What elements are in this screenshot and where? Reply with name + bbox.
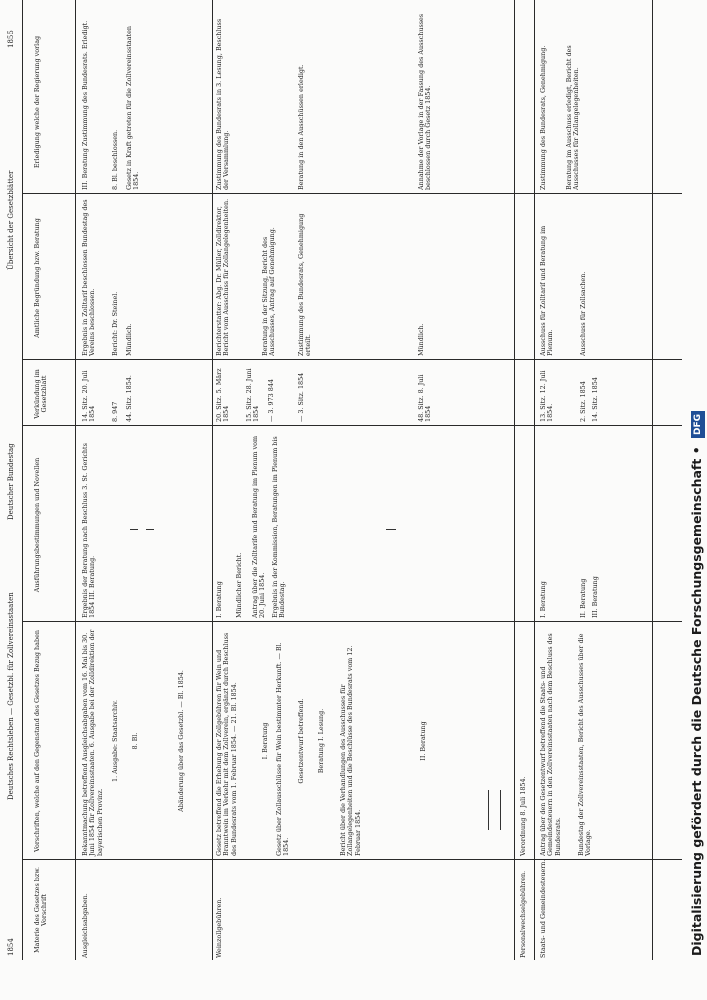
- dash-mark: [488, 790, 489, 830]
- section-1-text-g: 8. 947: [111, 401, 119, 422]
- section-2-text-t: Mündlich.: [417, 323, 425, 356]
- header-right-title: Übersicht der Gesetzblätter: [7, 170, 15, 270]
- dfg-logo: DFG: [691, 411, 705, 438]
- section-1-text-j: Bericht: Dr. Steinel.: [111, 291, 119, 356]
- section-2-text-v: Beratung in den Ausschüssen erledigt.: [297, 64, 305, 190]
- ditto-mark: [386, 529, 396, 530]
- header-rule: [22, 0, 23, 960]
- section-2-text-i: Mündlicher Bericht.: [235, 552, 243, 618]
- section-2-text-k: Ergebnis in der Kommission, Beratungen im Plenum bis Bundestag.: [271, 436, 287, 618]
- column-rule-4: [22, 359, 682, 360]
- section-2-text-p: 48. Sitz. 8. Juli 1854: [417, 374, 433, 422]
- heading-rule: [75, 0, 76, 960]
- section-2-text-r: Beratung in der Sitzung, Bericht des Ausschusses, Antrag auf Genehmigung.: [261, 227, 277, 356]
- section-1-text-k: Mündlich.: [125, 323, 133, 356]
- section-1-text-b: 1. Ausgabe: Staatsarchiv.: [111, 700, 119, 782]
- section-2-text-h: I. Beratung: [215, 581, 223, 618]
- section-1-text-a: Bekanntmachung betreffend Ausgleichsabgaben vom 16. Mai bis 30. Juni 1854 für Zollvereinsstaaten. 6. Ausgabe bei der Zolldirektion der bayerischen Provinz.: [81, 629, 104, 856]
- section-rule: [534, 0, 535, 960]
- section-title: Personalwechselgebühren.: [519, 870, 527, 958]
- section-1-text-e: Ergebnis der Beratung nach Beschluss 3. St. Gerichts 1854 III. Beratung.: [81, 443, 97, 618]
- section-rule: [514, 0, 515, 960]
- section-2-text-g: II. Beratung: [419, 721, 427, 761]
- section-4-text-g: 2. Sitz. 1854: [579, 381, 587, 422]
- section-2-text-c: Gesetz über Zollausschlüsse für Wein bestimmter Herkunft. — Bl. 1854.: [275, 642, 291, 856]
- header-mid-title: Deutscher Bundestag: [7, 443, 15, 520]
- section-title: Staats- und Gemeindesteuern.: [539, 859, 547, 958]
- section-3-text-a: Verordnung 8. Juli 1854.: [519, 776, 527, 856]
- section-4-text-e: III. Beratung: [591, 576, 599, 618]
- section-1-text-i: Ergebnis in Zolltarif beschlossen Bundestag des Vereins beschlossen.: [81, 199, 97, 356]
- section-4-text-h: 14. Sitz. 1854: [591, 377, 599, 422]
- section-2-text-f: Bericht über die Verhandlungen des Ausschusses für Zollangelegenheiten und die Beschlüsse des Bundesrats vom 12. Februar 1854.: [339, 645, 362, 856]
- section-4-text-b: Bundestag der Zollvereinsstaaten, Bericht des Ausschusses über die Vorlage.: [577, 633, 593, 856]
- section-1-text-h: 44. Sitz. 1854.: [125, 375, 133, 422]
- section-2-text-d: Gesetzentwurf betreffend.: [297, 698, 305, 784]
- section-2-text-a: Gesetz betreffend die Erhebung der Zollgebühren für Wein und Branntwein im Verkehr mit dem Zollverein, ergänzt durch Beschluss des Bundesrats vom 1. Februar 1854. — 21. Bl. 1854.: [215, 632, 238, 856]
- ditto-mark: [130, 529, 138, 530]
- section-4-text-j: Ausschuss für Zollsachen.: [579, 271, 587, 356]
- page-number-right: 1855: [7, 30, 15, 48]
- column-rule-1: [22, 859, 682, 860]
- section-1-text-c: 8. Bl.: [131, 732, 139, 750]
- section-1-text-l: III. Beratung Zustimmung des Bundesrats. Erledigt.: [81, 20, 89, 190]
- section-1-text-n: Gesetz in Kraft getreten für die Zollvereinsstaaten 1854.: [125, 26, 141, 190]
- section-4-text-k: Zustimmung des Bundesrats, Genehmigung.: [539, 45, 547, 190]
- column-heading-5: Amtliche Begründung bzw. Beratung: [33, 218, 41, 338]
- section-2-text-n: — 3. 973 844: [267, 379, 275, 422]
- section-4-text-i: Ausschuss für Zolltarif und Beratung im Plenum.: [539, 225, 555, 356]
- table-bottom-rule: [652, 0, 653, 960]
- section-title: Ausgleichsabgaben.: [81, 893, 89, 958]
- section-title: Weinzollgebühren.: [215, 897, 223, 958]
- section-4-text-a: Antrag über den Gesetzentwurf betreffend die Staats- und Gemeindesteuern in den Zollvereinsstaaten nach dem Beschluss des Bundesrats.: [539, 633, 562, 856]
- column-heading-6: Erledigung welche der Regierung vorlag: [33, 35, 41, 169]
- section-2-text-o: — 3. Sitz. 1854: [297, 372, 305, 422]
- section-2-text-e: Beratung I. Lesung.: [317, 708, 325, 774]
- ditto-mark: [146, 529, 154, 530]
- section-1-text-d: Abänderung über das Gesetzbl. — Bl. 1854.: [177, 670, 185, 812]
- section-2-text-b: I. Beratung: [261, 722, 269, 760]
- section-2-text-w: Annahme der Vorlage in der Fassung des Ausschusses beschlossen durch Gesetz 1854.: [417, 13, 433, 190]
- section-4-text-f: 13. Sitz. 12. Juli 1854.: [539, 370, 555, 422]
- section-2-text-j: Antrag über die Zolltarife und Beratung im Plenum vom 20. Juni 1854.: [251, 435, 267, 618]
- column-heading-2: Vorschriften, welche auf den Gegenstand des Gesetzes Bezug haben: [33, 630, 41, 852]
- column-rule-5: [22, 193, 682, 194]
- section-1-text-f: 14. Sitz. 20. Juli 1854: [81, 370, 97, 422]
- section-4-text-l: Beratung im Ausschuss erledigt, Bericht des Ausschusses für Zollangelegenheiten.: [565, 45, 581, 190]
- column-heading-4: Verkündung im Gesetzblatt: [33, 369, 49, 419]
- section-2-text-s: Zustimmung des Bundesrats, Genehmigung erteilt.: [297, 213, 313, 356]
- section-1-text-m: 8. Bl. beschlossen.: [111, 129, 119, 190]
- column-heading-1: Materie des Gesetzes bzw. Vorschrift: [33, 867, 49, 953]
- section-4-text-c: I. Beratung: [539, 581, 547, 618]
- dfg-stamp-text: Digitalisierung gefördert durch die Deutsche Forschungsgemeinschaft •: [689, 446, 704, 956]
- section-rule: [212, 0, 213, 960]
- section-2-text-q: Berichterstatter: Abg. Dr. Müller, Zolldirektor, Bericht vom Ausschuss für Zollangelegenheiten.: [215, 198, 231, 356]
- dfg-stamp: [687, 6, 707, 996]
- column-rule-2: [22, 621, 682, 622]
- header-left-title: Deutsches Rechtsleben — Gesetzbl. für Zollvereinsstaaten: [7, 592, 15, 800]
- page-number-left: 1854: [7, 938, 15, 956]
- section-2-text-m: 15. Sitz. 28. Juni 1854: [245, 368, 261, 422]
- section-2-text-u: Zustimmung des Bundesrats in 3. Lesung, Beschluss der Versammlung.: [215, 18, 231, 190]
- section-2-text-l: 20. Sitz. 5. März 1854: [215, 368, 231, 422]
- column-rule-3: [22, 425, 682, 426]
- column-heading-3: Ausführungsbestimmungen und Novellen: [33, 457, 41, 593]
- dash-mark: [500, 790, 501, 830]
- section-4-text-d: II. Beratung: [579, 578, 587, 618]
